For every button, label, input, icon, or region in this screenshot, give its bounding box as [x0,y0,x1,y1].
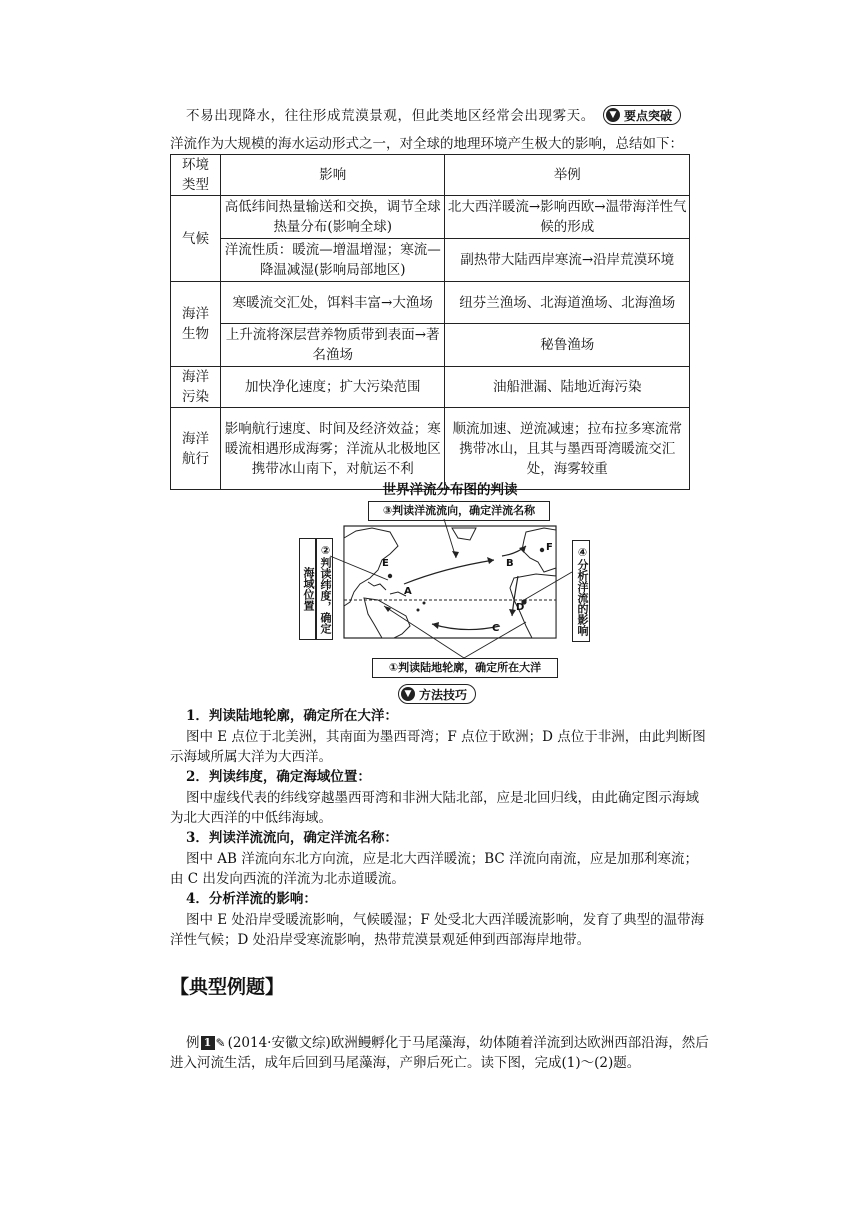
table-row [171,196,690,239]
box-step3: ③判读洋流流向，确定洋流名称 [368,501,550,521]
step-3-line: 由 C 出发向西流的洋流为北赤道暖流。 [170,871,405,887]
map-point-d: D [516,602,525,613]
table-cell: 北大西洋暖流→影响西欧→温带海洋性气候的形成 [445,196,690,239]
header-example: 举例 [445,155,690,196]
step-1-line: 示海域所属大洋为大西洋。 [170,749,332,765]
step-1-title: 1．判读陆地轮廓，确定所在大洋： [186,708,398,724]
map-point-f: F [546,542,553,553]
arrow-down-icon: ▼ [606,108,620,122]
table-row [171,367,690,408]
atlantic-map [294,498,594,703]
table-cell: 油船泄漏、陆地近海污染 [445,367,690,408]
table-row [171,324,690,367]
step-4-line: 洋性气候；D 处沿岸受寒流影响，热带荒漠景观延伸到西部海岸地带。 [170,932,591,948]
row-type-navigation: 海洋航行 [171,408,221,490]
example-1 [186,1033,709,1053]
table-cell: 上升流将深层营养物质带到表面→著名渔场 [220,324,445,367]
table-cell: 纽芬兰渔场、北海道渔场、北海渔场 [445,282,690,324]
step-2-line: 为北大西洋的中低纬海域。 [170,810,332,826]
row-type-climate: 气候 [171,196,221,282]
box-sea-position: 海域位置 [299,538,316,640]
badge-key-points [603,105,681,125]
badge-key-points-label: 要点突破 [624,108,673,123]
map-point-b: B [506,558,514,569]
table-cell: 副热带大陆西岸寒流→沿岸荒漠环境 [445,239,690,282]
ocean-current-impact-table [170,154,690,490]
step-4-line: 图中 E 处沿岸受暖流影响，气候暖湿；F 处受北大西洋暖流影响，发育了典型的温带海 [186,912,705,928]
row-type-pollution: 海洋污染 [171,367,221,408]
table-cell: 洋流性质：暖流—增温增湿；寒流—降温减湿(影响局部地区) [220,239,445,282]
step-1-line: 图中 E 点位于北美洲，其南面为墨西哥湾；F 点位于欧洲；D 点位于非洲，由此判断图 [186,729,706,745]
row-type-marine-life: 海洋生物 [171,282,221,367]
example-number: 1 [201,1036,215,1050]
table-cell: 加快净化速度；扩大污染范围 [220,367,445,408]
box-step4: ④分析洋流的影响 [572,540,590,642]
section-heading: 【典型例题】 [170,976,285,998]
example-line-1: (2014·安徽文综)欧洲鳗孵化于马尾藻海，幼体随着洋流到达欧洲西部沿海，然后 [227,1035,709,1051]
map-point-c: C [492,623,500,634]
table-cell: 秘鲁渔场 [445,324,690,367]
table-cell: 高低纬间热量输送和交换，调节全球热量分布(影响全球) [220,196,445,239]
badge-method [398,684,476,704]
map-point-a: A [404,586,412,597]
step-2-title: 2．判读纬度，确定海域位置： [186,769,371,785]
table-cell: 顺流加速、逆流减速；拉布拉多寒流常携带冰山，且其与墨西哥湾暖流交汇处，海雾较重 [445,408,690,490]
leaf-icon: ✎ [215,1036,226,1050]
table-row [171,282,690,324]
box-step1: ①判读陆地轮廓，确定所在大洋 [372,658,558,678]
arrow-down-icon: ▼ [401,687,415,701]
step-2-line: 图中虚线代表的纬线穿越墨西哥湾和非洲大陆北部，应是北回归线，由此确定图示海域 [186,790,699,806]
header-impact: 影响 [220,155,445,196]
table-row [171,239,690,282]
table-cell: 寒暖流交汇处，饵料丰富→大渔场 [220,282,445,324]
intro-line: 不易出现降水，往往形成荒漠景观，但此类地区经常会出现雾天。 [186,108,595,124]
box-step2: ②判读纬度，确定 [316,538,333,640]
ocean-current-figure [294,498,594,703]
step-3-title: 3．判读洋流流向，确定洋流名称： [186,830,398,846]
step-3-line: 图中 AB 洋流向东北方向流，应是北大西洋暖流；BC 洋流向南流，应是加那利寒流； [186,851,699,867]
badge-method-label: 方法技巧 [419,687,468,702]
figure-title: 世界洋流分布图的判读 [382,482,518,498]
example-label: 例 [186,1035,200,1051]
example-line-2: 进入河流生活，成年后回到马尾藻海，产卵后死亡。读下图，完成(1)～(2)题。 [170,1055,641,1071]
table-header-row [171,155,690,196]
header-type: 环境类型 [171,155,221,196]
map-point-e: E [382,558,389,569]
summary-line: 洋流作为大规模的海水运动形式之一，对全球的地理环境产生极大的影响，总结如下： [170,136,683,152]
table-cell: 影响航行速度、时间及经济效益；寒暖流相遇形成海雾；洋流从北极地区携带冰山南下，对航运不利 [220,408,445,490]
step-4-title: 4．分析洋流的影响： [186,891,317,907]
